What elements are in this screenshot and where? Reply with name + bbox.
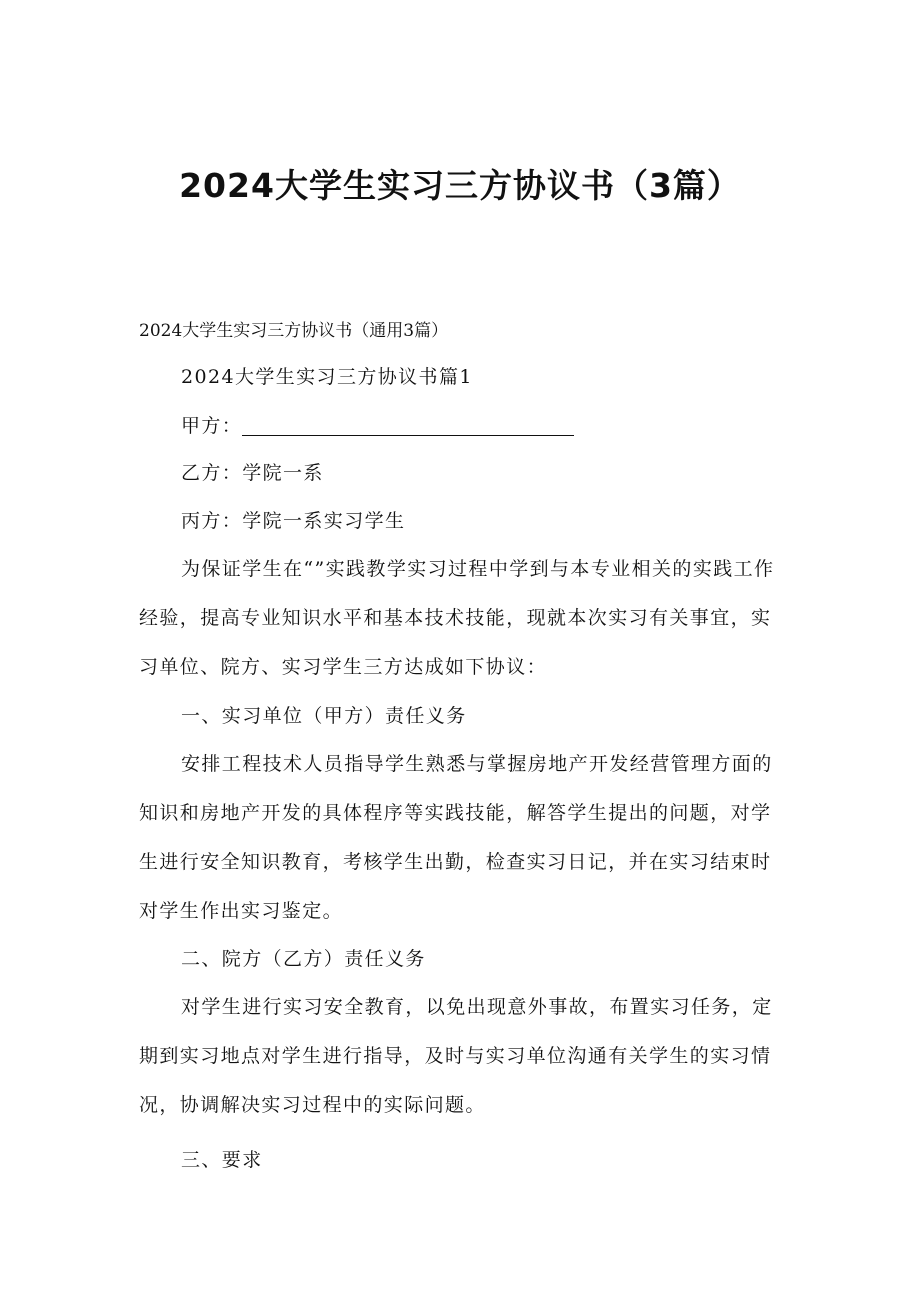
intro-paragraph: 为保证学生在“”实践教学实习过程中学到与本专业相关的实践工作经验，提高专业知识水平和基本技术技能，现就本次实习有关事宜，实习单位、院方、实习学生三方达成如下协议： bbox=[139, 558, 775, 678]
clause3-heading: 三、要求 bbox=[181, 1149, 263, 1171]
party-c: 丙方：学院一系实习学生 bbox=[181, 510, 406, 532]
party-a-line bbox=[139, 402, 789, 451]
clause2-heading: 二、院方（乙方）责任义务 bbox=[181, 948, 426, 970]
document-title: 2024大学生实习三方协议书（3篇） bbox=[179, 166, 741, 205]
document-subtitle: 2024大学生实习三方协议书（通用3篇） bbox=[139, 321, 449, 341]
clause1-body: 安排工程技术人员指导学生熟悉与掌握房地产开发经营管理方面的知识和房地产开发的具体程序等实践技能，解答学生提出的问题，对学生进行安全知识教育，考核学生出勤，检查实习日记，并在实习结束时对学生作出实习鉴定。 bbox=[139, 753, 773, 922]
party-a-blank bbox=[242, 413, 574, 436]
section-heading: 2024大学生实习三方协议书篇1 bbox=[181, 366, 473, 388]
party-b: 乙方：学院一系 bbox=[181, 462, 324, 484]
party-a-label: 甲方： bbox=[181, 415, 243, 437]
clause2-body: 对学生进行实习安全教育，以免出现意外事故，布置实习任务，定期到实习地点对学生进行指导，及时与实习单位沟通有关学生的实习情况，协调解决实习过程中的实际问题。 bbox=[139, 996, 773, 1116]
clause1-heading: 一、实习单位（甲方）责任义务 bbox=[181, 705, 467, 727]
